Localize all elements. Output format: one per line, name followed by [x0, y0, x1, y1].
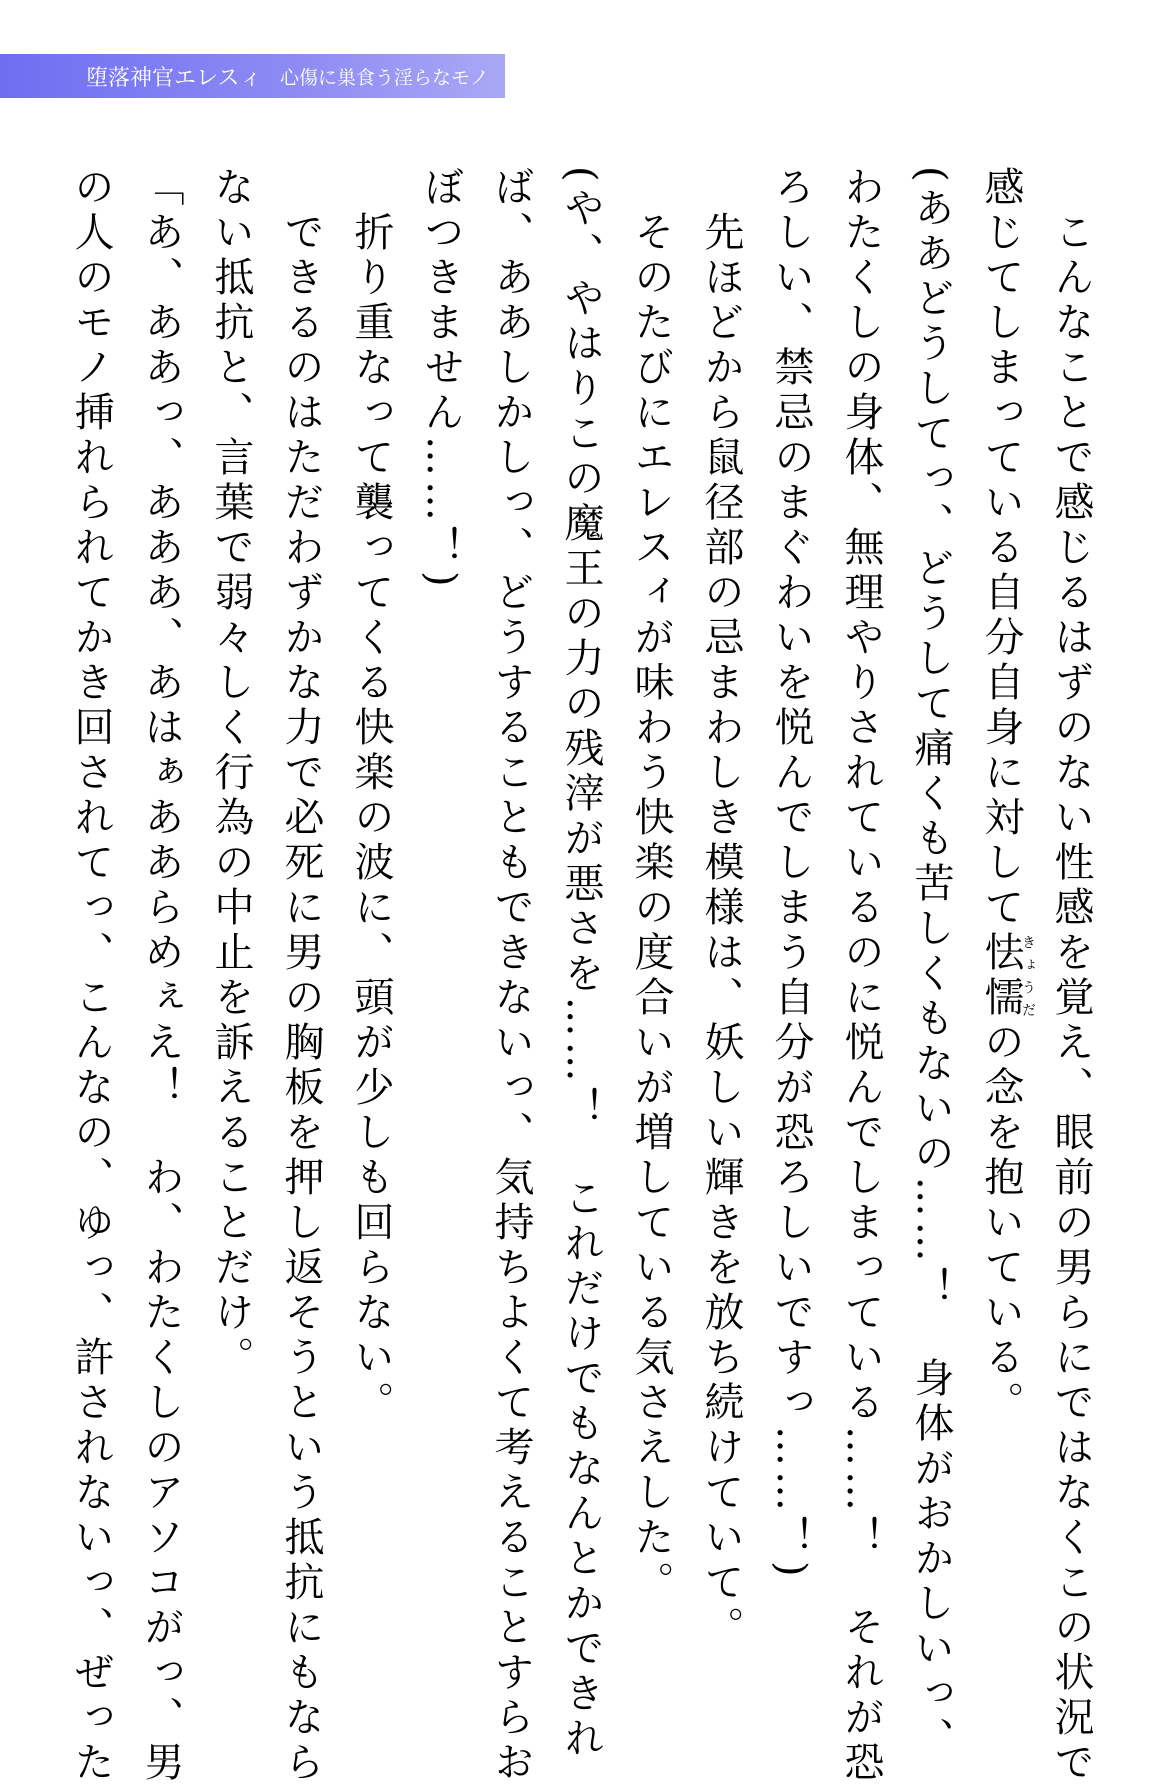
text-line: 「あ、ああっ、あああ、あはぁああらめぇえ！ わ、わたくしのアソコがっ、男 [138, 166, 184, 1786]
text-line: ぼつきません……！) [418, 166, 464, 592]
text-line-start: 感じてしまっている自分自身に対して [978, 166, 1024, 931]
text-line: の人のモノ挿れられてかき回されてっ、こんなの、ゆっ、許されないっ、ぜった [68, 166, 114, 1786]
text-line: そのたびにエレスィが味わう快楽の度合いが増している気さえした。 [628, 166, 674, 1606]
book-title: 堕落神官エレスィ [86, 65, 263, 91]
vertical-body-text [68, 166, 1106, 1786]
ruby-base: 怯懦 [978, 931, 1024, 1021]
ruby-reading: きょうだ [1020, 931, 1036, 1021]
text-line: (ああどうしてっ、どうして痛くも苦しくもないの……！ 身体がおかしいっ、 [908, 166, 954, 1762]
text-line-end: の念を抱いている。 [978, 1021, 1024, 1426]
text-line: ば、ああしかしっ、どうすることもできないっ、気持ちよくて考えることすらお [488, 166, 534, 1786]
running-header [0, 54, 505, 98]
text-line: 先ほどから鼠径部の忌まわしき模様は、妖しい輝きを放ち続けていて。 [698, 166, 744, 1651]
chapter-title: 心傷に巣食う淫らなモノ [280, 66, 489, 89]
text-line: できるのはただわずかな力で必死に男の胸板を押し返そうという抵抗にもなら [278, 166, 324, 1786]
text-line: (や、やはりこの魔王の力の残滓が悪さを……！ これだけでもなんとかできれ [558, 166, 604, 1762]
text-line: ない抵抗と、言葉で弱々しく行為の中止を訴えることだけ。 [208, 166, 254, 1381]
text-line: わたくしの身体、無理やりされているのに悦んでしまっている……！ それが恐 [838, 166, 884, 1786]
text-line-with-ruby [966, 166, 1036, 1576]
ruby-annotation [978, 931, 1036, 1021]
text-line: 折り重なって襲ってくる快楽の波に、頭が少しも回らない。 [348, 166, 394, 1426]
text-line: こんなことで感じるはずのない性感を覚え、眼前の男らにではなくこの状況で [1048, 166, 1094, 1786]
text-line: ろしい、禁忌のまぐわいを悦んでしまう自分が恐ろしいですっ……！) [768, 166, 814, 1582]
